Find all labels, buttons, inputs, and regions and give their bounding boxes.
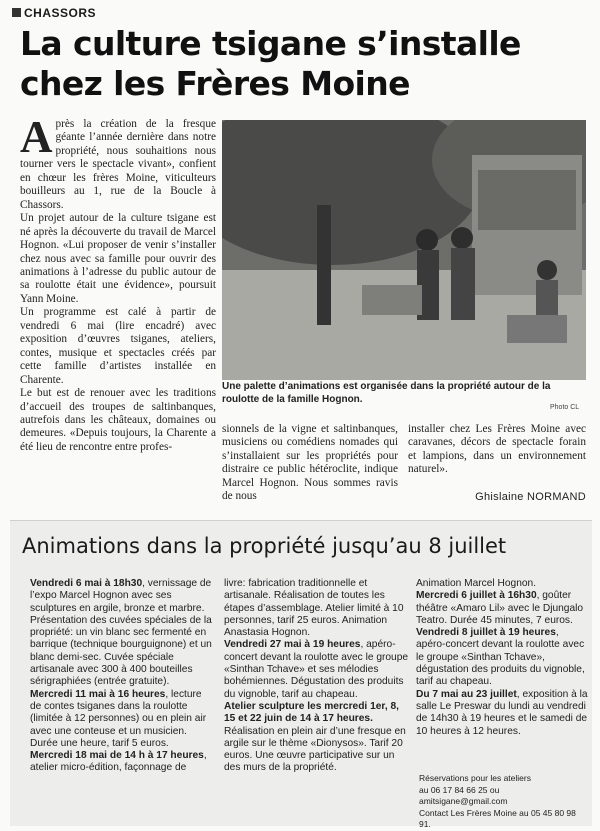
- event-item: Vendredi 27 mai à 19 heures, apéro-concert devant la roulotte avec le groupe «Sinthan Tchave» et ses mélodies bohémiennes. Dégustation des produits du vignoble, tarif au chapeau.: [224, 639, 409, 700]
- events-column-3: [416, 578, 588, 738]
- photo-credit: Photo CL: [550, 404, 580, 411]
- article-column-3: installer chez Les Frères Moine avec caravanes, décors de spectacle forain et lampions, dans un environnement naturel».: [408, 423, 586, 476]
- event-item: Du 7 mai au 23 juillet, exposition à la salle Le Preswar du lundi au vendredi de 14h30 à 19 heures et le samedi de 10 heures à 12 heures.: [416, 688, 588, 737]
- section-label: CHASSORS: [12, 6, 96, 20]
- events-column-2: [224, 578, 409, 775]
- contact-line: Contact Les Frères Moine au 05 45 80 98 91.: [419, 807, 576, 829]
- contact-info: [419, 773, 589, 831]
- author-signature: Ghislaine NORMAND: [475, 491, 586, 503]
- article-paragraph: Un programme est calé à partir de vendredi 6 mai (lire encadré) avec exposition d’œuvres tsiganes, ateliers, contes, musique et spectacles créés par cette famille d’artistes installée en Charente.: [20, 306, 216, 386]
- photo-caption: Une palette d’animations est organisée dans la propriété autour de la roulotte de la famille Hognon.: [222, 381, 551, 405]
- event-item: Animation Marcel Hognon.: [416, 578, 537, 589]
- headline-line-2: chez les Frères Moine: [20, 64, 410, 103]
- headline: [20, 24, 590, 104]
- event-item: Mercredi 18 mai de 14 h à 17 heures, atelier micro-édition, façonnage de: [30, 750, 207, 774]
- event-item: Vendredi 6 mai à 18h30, vernissage de l’expo Marcel Hognon avec ses sculptures en argile, bronze et marbre. Présentation des cuvées spéciales de la propriété: un vin blanc sec fermenté en barrique (technique bourguignone) et un blanc demi-sec. Cuvée spéciale artisanale avec 300 à 400 bouteilles sérigraphiées (entrée gratuite).: [30, 578, 212, 688]
- event-item: Mercredi 6 juillet à 16h30, goûter théâtre «Amaro Lil» avec le Djungalo Teatro. Durée 45 minutes, 7 euros.: [416, 590, 584, 626]
- section-square-icon: [12, 8, 21, 17]
- events-column-1: [30, 578, 215, 775]
- photo-illustration: [222, 120, 586, 380]
- article-photo: [222, 120, 586, 380]
- article-paragraph: Le but est de renouer avec les traditions d’accueil des troupes de saltinbanques, autrefois dans les châteaux, domaines ou demeures. «Depuis toujours, la Charente a été lieu de rencontre entre profes-: [20, 387, 216, 453]
- event-item: Atelier sculpture les mercredi 1er, 8, 15 et 22 juin de 14 à 17 heures. Réalisation en plein air d’une fresque en argile sur le thème «Dionysos». Tarif 20 euros. Une œuvre participative sur un des murs de la propriété.: [224, 700, 406, 774]
- event-item: livre: fabrication traditionnelle et artisanale. Réalisation de toutes les étapes d’assemblage. Atelier limité à 10 personnes, tarif 25 euros. Animation Anastasia Hognon.: [224, 578, 404, 639]
- event-item: Vendredi 8 juillet à 19 heures, apéro-concert devant la roulotte avec le groupe «Sinthan Tchave», dégustation des produits du vignoble, tarif au chapeau.: [416, 627, 585, 688]
- article-paragraph: Après la création de la fresque géante l’année dernière dans notre propriété, nous souhaitions nous tourner vers le spectacle vivant», confient en chœur les frères Moine, viticulteurs bouilleurs au 1, rue de la Boucle à Chassors.: [20, 112, 216, 211]
- events-box-title: Animations dans la propriété jusqu’au 8 juillet: [22, 534, 507, 558]
- headline-line-1: La culture tsigane s’installe: [20, 24, 521, 63]
- contact-line: Réservations pour les ateliers: [419, 773, 531, 783]
- dropcap: A: [20, 112, 53, 162]
- article-column-1: [20, 112, 216, 454]
- contact-line: au 06 17 84 66 25 ou amitsigane@gmail.com: [419, 784, 508, 806]
- event-item: Mercredi 11 mai à 16 heures, lecture de contes tsiganes dans la roulotte (limitée à 12 personnes) ou en plein air avec une conteuse et un musicien. Durée une heure, tarif 5 euros.: [30, 688, 207, 749]
- article-paragraph: Un projet autour de la culture tsigane est né après la découverte du travail de Marcel Hognon. «Lui proposer de venir s’installer chez nous avec sa famille pour ouvrir des animations à l’adresse du public autour de sa roulotte était une évidence», poursuit Yann Moine.: [20, 212, 216, 305]
- article-column-2: sionnels de la vigne et saltinbanques, musiciens ou comédiens nomades qui s’installaient sur les propriétés pour distraire ce public hétéroclite, indique Marcel Hognon. Nous sommes ravis de nous: [222, 423, 398, 503]
